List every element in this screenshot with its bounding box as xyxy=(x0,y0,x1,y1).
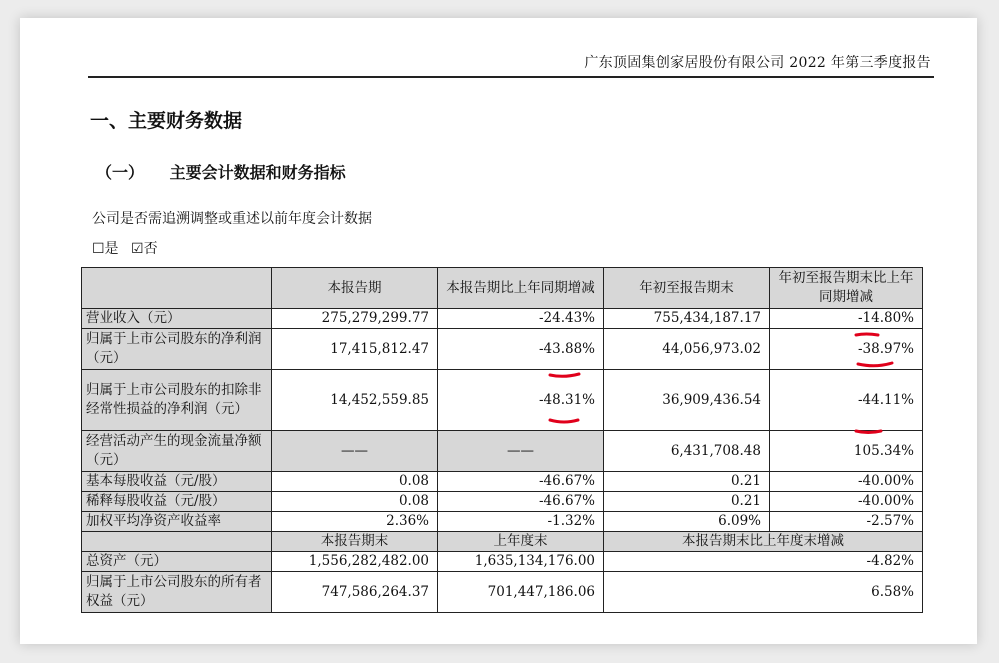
subsection-text: 主要会计数据和财务指标 xyxy=(169,163,346,182)
table-row xyxy=(82,309,923,329)
cell: -24.43% xyxy=(438,309,604,329)
cell: -4.82% xyxy=(604,552,923,572)
cell: -14.80% xyxy=(770,309,923,329)
cell: 275,279,299.77 xyxy=(272,309,438,329)
table-row xyxy=(82,370,923,431)
subheader-blank xyxy=(82,532,272,552)
cell: 6.09% xyxy=(604,512,770,532)
header-col-3: 年初至报告期末 xyxy=(604,268,770,309)
subsection-number: （一） xyxy=(96,163,145,182)
subheader-col-3: 本报告期末比上年度末增减 xyxy=(604,532,923,552)
table-row xyxy=(82,492,923,512)
cell: -46.67% xyxy=(438,472,604,492)
row-label: 归属于上市公司股东的净利润（元） xyxy=(82,329,272,370)
cell: 44,056,973.02 xyxy=(604,329,770,370)
header-col-1: 本报告期 xyxy=(272,268,438,309)
restatement-options xyxy=(92,238,166,258)
table-header-row xyxy=(82,268,923,309)
cell: -48.31% xyxy=(438,370,604,431)
row-label: 营业收入（元） xyxy=(82,309,272,329)
cell: 0.08 xyxy=(272,492,438,512)
row-label: 加权平均净资产收益率 xyxy=(82,512,272,532)
cell: 0.21 xyxy=(604,492,770,512)
table-row xyxy=(82,329,923,370)
cell: 1,635,134,176.00 xyxy=(438,552,604,572)
table-row xyxy=(82,431,923,472)
option-no-checkbox: ☑否 xyxy=(131,241,158,257)
header-blank xyxy=(82,268,272,309)
header-col-4: 年初至报告期末比上年同期增减 xyxy=(770,268,923,309)
cell: -46.67% xyxy=(438,492,604,512)
cell: 701,447,186.06 xyxy=(438,572,604,613)
report-title: 广东顶固集创家居股份有限公司 2022 年第三季度报告 xyxy=(584,55,931,71)
cell: 0.21 xyxy=(604,472,770,492)
table-row xyxy=(82,472,923,492)
cell: 2.36% xyxy=(272,512,438,532)
table-row xyxy=(82,572,923,613)
cell: -38.97% xyxy=(770,329,923,370)
cell: -40.00% xyxy=(770,492,923,512)
financial-data-table xyxy=(81,267,923,613)
subsection-title xyxy=(96,160,346,183)
cell: -2.57% xyxy=(770,512,923,532)
row-label: 归属于上市公司股东的所有者权益（元） xyxy=(82,572,272,613)
cell: 36,909,436.54 xyxy=(604,370,770,431)
cell: 6.58% xyxy=(604,572,923,613)
table-subheader-row xyxy=(82,532,923,552)
cell: 755,434,187.17 xyxy=(604,309,770,329)
row-label: 归属于上市公司股东的扣除非经常性损益的净利润（元） xyxy=(82,370,272,431)
cell: 0.08 xyxy=(272,472,438,492)
subheader-col-1: 本报告期末 xyxy=(272,532,438,552)
section-title: 一、主要财务数据 xyxy=(90,110,243,132)
table-row xyxy=(82,512,923,532)
cell: -1.32% xyxy=(438,512,604,532)
row-label: 基本每股收益（元/股） xyxy=(82,472,272,492)
option-yes-checkbox: ☐是 xyxy=(92,241,119,257)
row-label: 总资产（元） xyxy=(82,552,272,572)
header-col-2: 本报告期比上年同期增减 xyxy=(438,268,604,309)
row-label: 稀释每股收益（元/股） xyxy=(82,492,272,512)
subheader-col-2: 上年度末 xyxy=(438,532,604,552)
cell: 1,556,282,482.00 xyxy=(272,552,438,572)
cell: 6,431,708.48 xyxy=(604,431,770,472)
cell: 747,586,264.37 xyxy=(272,572,438,613)
cell: -43.88% xyxy=(438,329,604,370)
cell: 14,452,559.85 xyxy=(272,370,438,431)
restatement-question: 公司是否需追溯调整或重述以前年度会计数据 xyxy=(92,211,372,227)
document-page xyxy=(20,18,977,644)
cell: 105.34% xyxy=(770,431,923,472)
table-row xyxy=(82,552,923,572)
cell: 17,415,812.47 xyxy=(272,329,438,370)
cell: -40.00% xyxy=(770,472,923,492)
cell: —— xyxy=(438,431,604,472)
row-label: 经营活动产生的现金流量净额（元） xyxy=(82,431,272,472)
cell: -44.11% xyxy=(770,370,923,431)
cell: —— xyxy=(272,431,438,472)
